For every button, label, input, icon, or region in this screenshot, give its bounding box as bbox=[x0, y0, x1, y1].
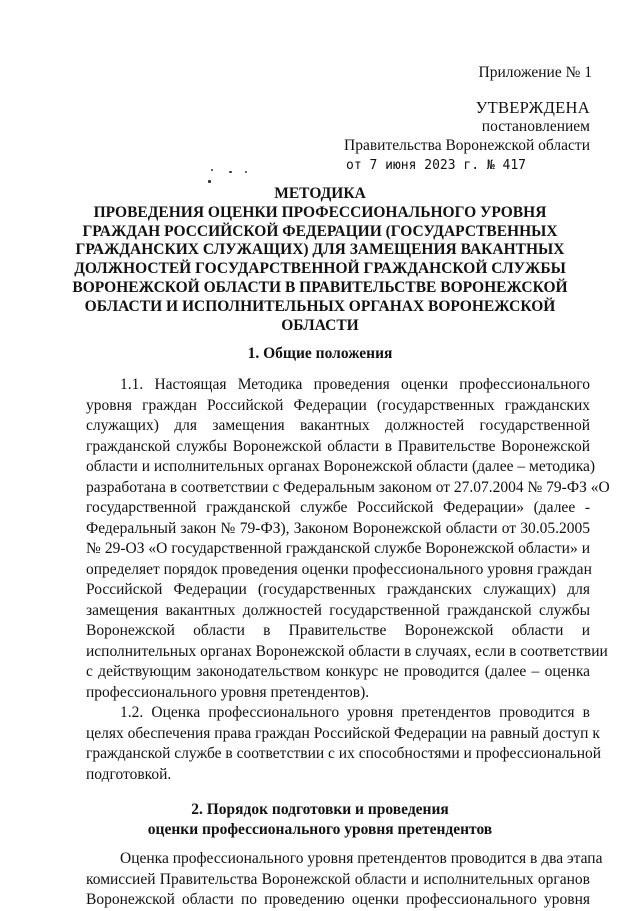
paragraph-line: служащих) для замещения вакантных должностей государственной bbox=[86, 417, 590, 434]
document-title-line: ДОЛЖНОСТЕЙ ГОСУДАРСТВЕННОЙ ГРАЖДАНСКОЙ СЛУЖБЫ bbox=[74, 260, 566, 278]
paragraph-line: комиссией Правительства Воронежской области и исполнительных органов bbox=[86, 870, 590, 888]
document-title-line: ГРАЖДАНСКИХ СЛУЖАЩИХ) ДЛЯ ЗАМЕЩЕНИЯ ВАКАНТНЫХ bbox=[75, 241, 565, 259]
paragraph-line: Оценка профессионального уровня претендентов проводится в два этапа bbox=[120, 850, 603, 867]
document-title-line: МЕТОДИКА bbox=[274, 185, 366, 202]
paragraph-line: уровня граждан Российской Федерации (государственных гражданских bbox=[86, 396, 590, 414]
paragraph-line: № 29-ОЗ «О государственной гражданской службе Воронежской области» и bbox=[86, 540, 590, 557]
paragraph-line: замещения вакантных должностей государственной гражданской службы bbox=[86, 601, 590, 619]
approved-label: УТВЕРЖДЕНА bbox=[475, 98, 590, 117]
paragraph-line: подготовкой. bbox=[86, 765, 172, 783]
date-stamp: от 7 июня 2023 г. № 417 bbox=[346, 158, 527, 173]
paragraph-line: исполнительных органах Воронежской области в случаях, если в соответствии bbox=[86, 642, 608, 660]
paragraph-line: Воронежской области в Правительстве Воронежской области и bbox=[86, 622, 590, 639]
document-title-line: ОБЛАСТИ И ИСПОЛНИТЕЛЬНЫХ ОРГАНАХ ВОРОНЕЖСКОЙ bbox=[84, 297, 556, 315]
resolution-label: постановлением bbox=[481, 118, 590, 135]
paragraph-line: Федеральный закон № 79-ФЗ), Законом Воронежской области от 30.05.2005 bbox=[86, 519, 590, 537]
paragraph-line: определяет порядок проведения оценки профессионального уровня граждан bbox=[86, 560, 592, 578]
paragraph-line: профессионального уровня претендентов). bbox=[86, 683, 370, 701]
appendix-label: Приложение № 1 bbox=[478, 64, 592, 81]
paragraph-line: с действующим законодательством конкурс не проводится (далее – оценка bbox=[86, 663, 590, 680]
section-2-heading-line: оценки профессионального уровня претендентов bbox=[147, 821, 493, 838]
paragraph-line: государственной гражданской службе Российской Федерации» (далее - bbox=[86, 499, 590, 516]
paragraph-line: гражданской службе в соответствии с их способностями и профессиональной bbox=[86, 745, 602, 762]
government-label: Правительства Воронежской области bbox=[344, 137, 590, 154]
document-title-line: ГРАЖДАН РОССИЙСКОЙ ФЕДЕРАЦИИ (ГОСУДАРСТВЕННЫХ bbox=[82, 222, 558, 240]
section-1-heading: 1. Общие положения bbox=[247, 345, 393, 362]
paragraph-line: области и исполнительных органах Воронежской области (далее – методика) bbox=[86, 458, 596, 475]
section-2-heading-line: 2. Порядок подготовки и проведения bbox=[191, 801, 449, 818]
paragraph-line: целях обеспечения права граждан Российской Федерации на равный доступ к bbox=[86, 724, 600, 742]
paragraph-line: гражданской службы Воронежской области в Правительстве Воронежской bbox=[86, 437, 590, 455]
paragraph-line: 1.1. Настоящая Методика проведения оценки профессионального bbox=[120, 376, 590, 393]
document-title-line: ОБЛАСТИ bbox=[281, 316, 359, 334]
scan-speck bbox=[208, 180, 211, 183]
document-title-line: ВОРОНЕЖСКОЙ ОБЛАСТИ В ПРАВИТЕЛЬСТВЕ ВОРОНЕЖСКОЙ bbox=[72, 279, 568, 296]
paragraph-line: разработана в соответствии с Федеральным законом от 27.07.2004 № 79-ФЗ «О bbox=[86, 478, 610, 496]
scan-speck bbox=[211, 169, 213, 171]
paragraph-line: Российской Федерации (государственных гражданских служащих) для bbox=[86, 581, 590, 598]
paragraph-line: Воронежской области по проведению оценки профессионального уровня bbox=[86, 891, 590, 908]
paragraph-line: 1.2. Оценка профессионального уровня претендентов проводится в bbox=[120, 704, 590, 721]
document-title-line: ПРОВЕДЕНИЯ ОЦЕНКИ ПРОФЕССИОНАЛЬНОГО УРОВНЯ bbox=[93, 203, 547, 221]
scan-speck bbox=[245, 171, 247, 173]
scan-speck bbox=[229, 171, 232, 173]
